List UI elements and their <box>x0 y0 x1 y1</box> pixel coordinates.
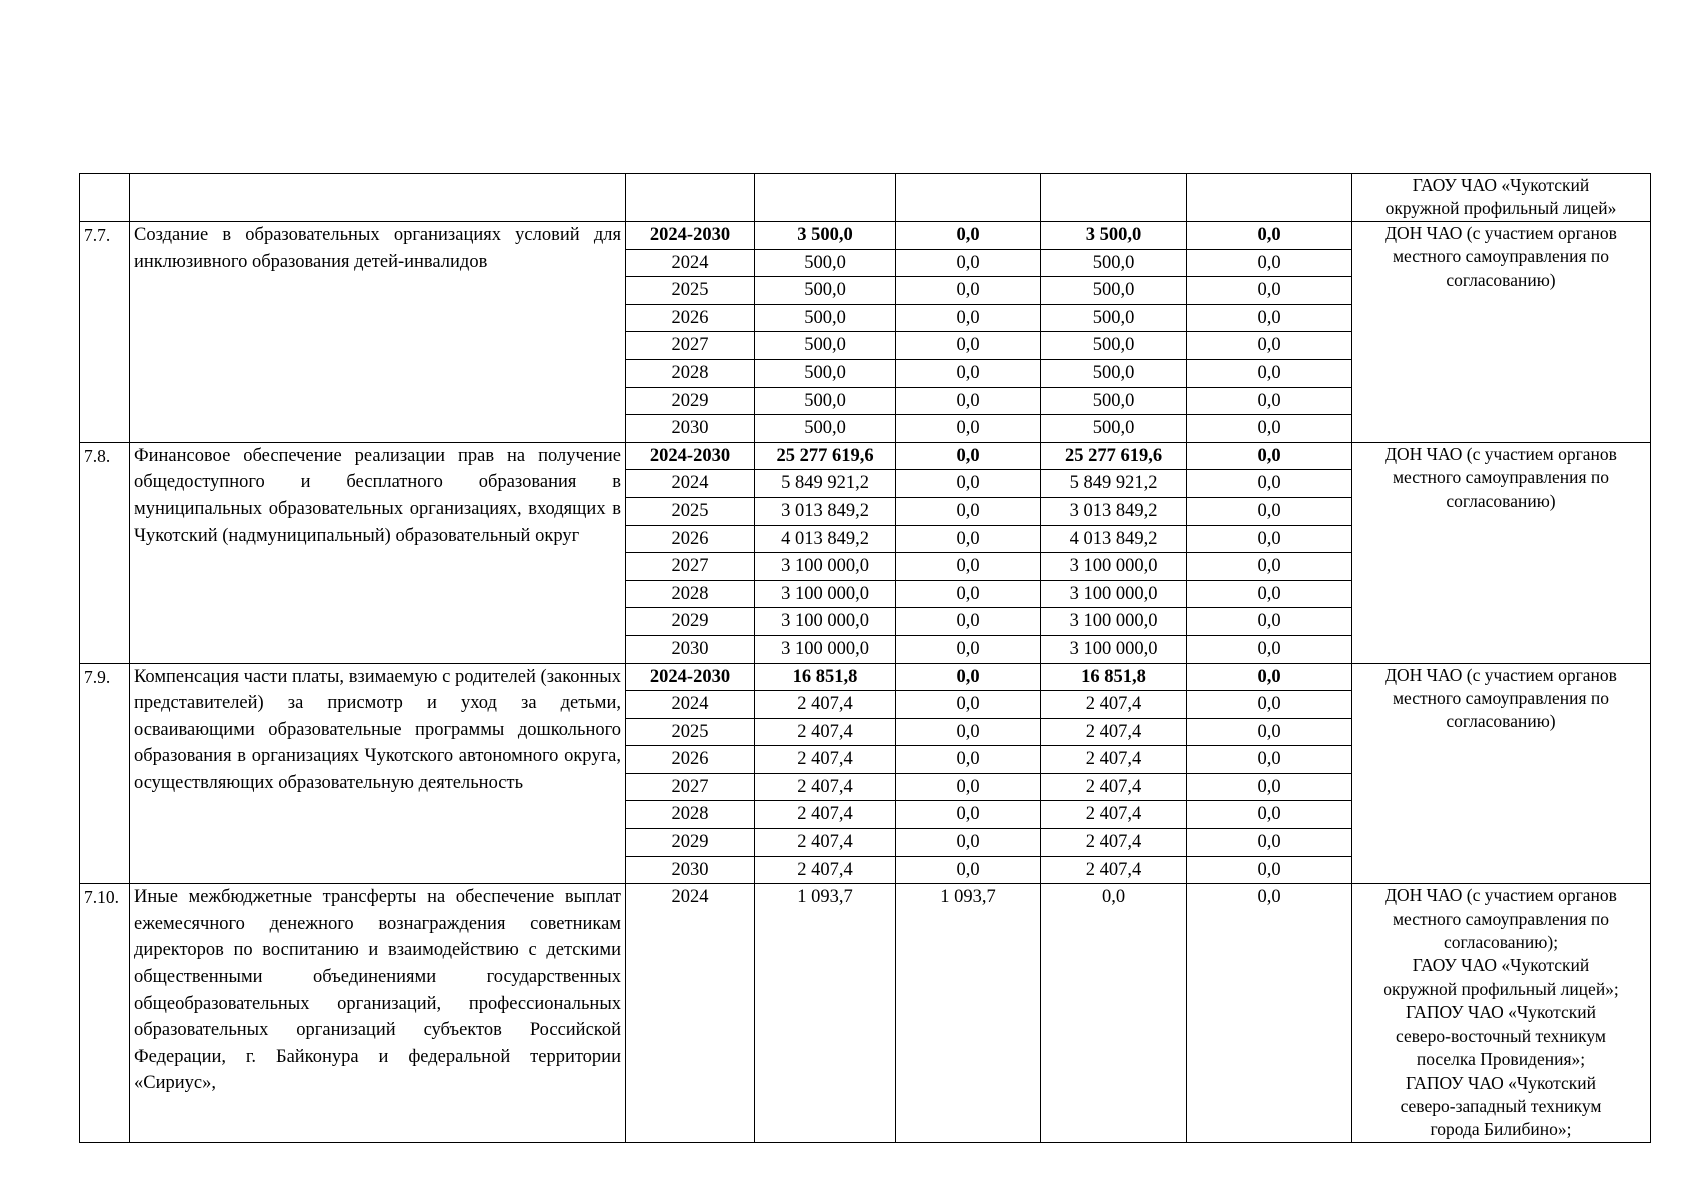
cell-col1: 0,0 <box>896 856 1041 884</box>
cell-col1: 0,0 <box>896 222 1041 250</box>
table-row-header-continuation <box>80 174 1651 222</box>
cell-col1: 0,0 <box>896 580 1041 608</box>
cell-total: 25 277 619,6 <box>755 442 896 470</box>
table-row <box>80 442 1651 470</box>
cell-total: 500,0 <box>755 359 896 387</box>
section-description: Финансовое обеспечение реализации прав на получение общедоступного и бесплатного образования в муниципальных образовательных организациях, входящих в Чукотский (надмуниципальный) образовательный округ <box>130 442 626 663</box>
cell-col2: 2 407,4 <box>1041 691 1187 719</box>
cell-total: 2 407,4 <box>755 856 896 884</box>
cell-period: 2029 <box>626 608 755 636</box>
cell-col1: 0,0 <box>896 277 1041 305</box>
cell-col3: 0,0 <box>1187 829 1352 857</box>
cell-period: 2024-2030 <box>626 442 755 470</box>
cell-total: 1 093,7 <box>755 884 896 1143</box>
cell-col1: 0,0 <box>896 415 1041 443</box>
cell-col2: 2 407,4 <box>1041 746 1187 774</box>
cell-total: 3 100 000,0 <box>755 608 896 636</box>
cell-col3: 0,0 <box>1187 691 1352 719</box>
cell-col3 <box>1187 174 1352 222</box>
cell-col1: 0,0 <box>896 359 1041 387</box>
cell-col2 <box>1041 174 1187 222</box>
cell-col2: 2 407,4 <box>1041 829 1187 857</box>
section-responsible <box>1352 884 1651 1143</box>
cell-col3: 0,0 <box>1187 635 1352 663</box>
table-row <box>80 884 1651 1143</box>
cell-col3: 0,0 <box>1187 801 1352 829</box>
cell-col2: 500,0 <box>1041 359 1187 387</box>
cell-col3: 0,0 <box>1187 718 1352 746</box>
cell-col1: 0,0 <box>896 525 1041 553</box>
cell-col1: 0,0 <box>896 663 1041 691</box>
section-description: Создание в образовательных организациях условий для инклюзивного образования детей-инвалидов <box>130 222 626 443</box>
cell-col1: 0,0 <box>896 691 1041 719</box>
cell-description <box>130 174 626 222</box>
cell-col2: 2 407,4 <box>1041 773 1187 801</box>
cell-col1: 0,0 <box>896 470 1041 498</box>
cell-total: 2 407,4 <box>755 801 896 829</box>
cell-col2: 500,0 <box>1041 415 1187 443</box>
cell-period: 2027 <box>626 773 755 801</box>
section-description: Иные межбюджетные трансферты на обеспечение выплат ежемесячного денежного вознаграждения советникам директоров по воспитанию и взаимодействию с детскими общественными объединениями государственных общеобразовательных организаций, профессиональных образовательных организаций субъектов Российской Федерации, г. Байконура и федеральной территории «Сириус», <box>130 884 626 1143</box>
cell-col2: 2 407,4 <box>1041 856 1187 884</box>
responsible-line: окружной профильный лицей»; <box>1383 978 1619 999</box>
responsible-line: местного самоуправления по <box>1392 908 1609 929</box>
cell-period: 2024 <box>626 884 755 1143</box>
cell-col3: 0,0 <box>1187 553 1352 581</box>
responsible-line: ГАОУ ЧАО «Чукотский <box>1412 175 1590 195</box>
cell-col3: 0,0 <box>1187 304 1352 332</box>
cell-period: 2028 <box>626 359 755 387</box>
responsible-line: ДОН ЧАО (с участием органов <box>1385 223 1617 243</box>
cell-col2: 3 100 000,0 <box>1041 553 1187 581</box>
cell-total: 3 100 000,0 <box>755 635 896 663</box>
cell-total: 2 407,4 <box>755 691 896 719</box>
cell-col1: 0,0 <box>896 497 1041 525</box>
cell-col1: 0,0 <box>896 249 1041 277</box>
cell-total: 500,0 <box>755 277 896 305</box>
cell-col3: 0,0 <box>1187 497 1352 525</box>
cell-col1: 0,0 <box>896 829 1041 857</box>
cell-period: 2030 <box>626 856 755 884</box>
cell-col2: 0,0 <box>1041 884 1187 1143</box>
responsible-line: ДОН ЧАО (с участием органов <box>1385 443 1617 464</box>
responsible-line: окружной профильный лицей» <box>1385 198 1617 219</box>
cell-period: 2028 <box>626 801 755 829</box>
cell-col2: 25 277 619,6 <box>1041 442 1187 470</box>
cell-period: 2025 <box>626 497 755 525</box>
cell-col3: 0,0 <box>1187 663 1352 691</box>
cell-total: 4 013 849,2 <box>755 525 896 553</box>
cell-col2: 2 407,4 <box>1041 801 1187 829</box>
cell-col1: 0,0 <box>896 332 1041 360</box>
budget-table <box>79 173 1651 1143</box>
cell-col3: 0,0 <box>1187 222 1352 250</box>
cell-col3: 0,0 <box>1187 470 1352 498</box>
cell-number <box>80 174 130 222</box>
cell-period: 2029 <box>626 829 755 857</box>
cell-col3: 0,0 <box>1187 415 1352 443</box>
cell-total: 500,0 <box>755 249 896 277</box>
responsible-line: согласованию) <box>1446 269 1556 290</box>
cell-total: 3 500,0 <box>755 222 896 250</box>
cell-total: 16 851,8 <box>755 663 896 691</box>
cell-total: 2 407,4 <box>755 773 896 801</box>
cell-total: 5 849 921,2 <box>755 470 896 498</box>
cell-col3: 0,0 <box>1187 856 1352 884</box>
cell-col3: 0,0 <box>1187 249 1352 277</box>
cell-col3: 0,0 <box>1187 525 1352 553</box>
responsible-line: северо-западный техникум <box>1400 1095 1602 1116</box>
responsible-line: согласованию); <box>1443 932 1559 953</box>
responsible-line: города Билибино»; <box>1430 1119 1572 1140</box>
section-description: Компенсация части платы, взимаемую с родителей (законных представителей) за присмотр и уход за детьми, осваивающими образовательные программы дошкольного образования в организациях Чукотского автономного округа, осуществляющих образовательную деятельность <box>130 663 626 884</box>
cell-total: 2 407,4 <box>755 829 896 857</box>
responsible-line: ДОН ЧАО (с участием органов <box>1385 885 1617 906</box>
cell-col2: 5 849 921,2 <box>1041 470 1187 498</box>
cell-col1 <box>896 174 1041 222</box>
cell-period: 2024-2030 <box>626 663 755 691</box>
responsible-line: ДОН ЧАО (с участием органов <box>1385 664 1617 685</box>
cell-col3: 0,0 <box>1187 884 1352 1143</box>
section-number: 7.9. <box>80 663 130 884</box>
cell-col3: 0,0 <box>1187 580 1352 608</box>
cell-period: 2028 <box>626 580 755 608</box>
cell-period: 2024 <box>626 470 755 498</box>
responsible-line: местного самоуправления по <box>1392 467 1609 488</box>
cell-period: 2024 <box>626 691 755 719</box>
cell-col2: 500,0 <box>1041 304 1187 332</box>
cell-total: 3 013 849,2 <box>755 497 896 525</box>
cell-col3: 0,0 <box>1187 746 1352 774</box>
cell-period: 2024-2030 <box>626 222 755 250</box>
cell-col1: 0,0 <box>896 718 1041 746</box>
cell-col2: 3 500,0 <box>1041 222 1187 250</box>
cell-period: 2025 <box>626 277 755 305</box>
cell-col2: 3 100 000,0 <box>1041 608 1187 636</box>
cell-period <box>626 174 755 222</box>
cell-col1: 0,0 <box>896 553 1041 581</box>
cell-period: 2024 <box>626 249 755 277</box>
cell-total: 500,0 <box>755 304 896 332</box>
responsible-line: местного самоуправления по <box>1392 246 1609 267</box>
cell-total: 3 100 000,0 <box>755 553 896 581</box>
cell-col2: 500,0 <box>1041 332 1187 360</box>
cell-period: 2027 <box>626 332 755 360</box>
responsible-line: местного самоуправления по <box>1392 687 1609 708</box>
cell-total: 500,0 <box>755 387 896 415</box>
responsible-line: согласованию) <box>1446 490 1556 511</box>
cell-col1: 0,0 <box>896 773 1041 801</box>
cell-col1: 0,0 <box>896 387 1041 415</box>
responsible-line: ГАПОУ ЧАО «Чукотский <box>1406 1002 1596 1023</box>
cell-total: 500,0 <box>755 332 896 360</box>
cell-col2: 500,0 <box>1041 387 1187 415</box>
cell-responsible <box>1352 174 1651 222</box>
cell-col3: 0,0 <box>1187 359 1352 387</box>
responsible-line: согласованию) <box>1446 711 1556 732</box>
section-responsible <box>1352 442 1651 663</box>
section-responsible <box>1352 222 1651 443</box>
cell-total <box>755 174 896 222</box>
cell-col1: 0,0 <box>896 608 1041 636</box>
section-responsible <box>1352 663 1651 884</box>
cell-total: 500,0 <box>755 415 896 443</box>
cell-col3: 0,0 <box>1187 387 1352 415</box>
cell-col2: 3 100 000,0 <box>1041 635 1187 663</box>
cell-col1: 1 093,7 <box>896 884 1041 1143</box>
cell-period: 2029 <box>626 387 755 415</box>
cell-period: 2030 <box>626 415 755 443</box>
cell-col1: 0,0 <box>896 746 1041 774</box>
cell-col1: 0,0 <box>896 635 1041 663</box>
responsible-line: ГАОУ ЧАО «Чукотский <box>1412 955 1590 976</box>
cell-period: 2026 <box>626 525 755 553</box>
cell-col3: 0,0 <box>1187 442 1352 470</box>
cell-col3: 0,0 <box>1187 277 1352 305</box>
cell-col2: 3 100 000,0 <box>1041 580 1187 608</box>
section-number: 7.8. <box>80 442 130 663</box>
section-number: 7.10. <box>80 884 130 1143</box>
cell-col2: 16 851,8 <box>1041 663 1187 691</box>
responsible-line: ГАПОУ ЧАО «Чукотский <box>1406 1072 1596 1093</box>
cell-period: 2025 <box>626 718 755 746</box>
cell-col1: 0,0 <box>896 442 1041 470</box>
cell-total: 2 407,4 <box>755 718 896 746</box>
cell-col3: 0,0 <box>1187 332 1352 360</box>
responsible-line: северо-восточный техникум <box>1396 1025 1606 1046</box>
cell-period: 2026 <box>626 746 755 774</box>
cell-col2: 500,0 <box>1041 277 1187 305</box>
cell-period: 2030 <box>626 635 755 663</box>
cell-col2: 3 013 849,2 <box>1041 497 1187 525</box>
section-number: 7.7. <box>80 222 130 443</box>
cell-col1: 0,0 <box>896 304 1041 332</box>
cell-col3: 0,0 <box>1187 608 1352 636</box>
cell-period: 2026 <box>626 304 755 332</box>
table-row <box>80 222 1651 250</box>
cell-col2: 500,0 <box>1041 249 1187 277</box>
cell-total: 3 100 000,0 <box>755 580 896 608</box>
cell-col2: 2 407,4 <box>1041 718 1187 746</box>
cell-col1: 0,0 <box>896 801 1041 829</box>
cell-col3: 0,0 <box>1187 773 1352 801</box>
table-row <box>80 663 1651 691</box>
cell-col2: 4 013 849,2 <box>1041 525 1187 553</box>
cell-period: 2027 <box>626 553 755 581</box>
responsible-line: поселка Провидения»; <box>1416 1049 1586 1070</box>
cell-total: 2 407,4 <box>755 746 896 774</box>
